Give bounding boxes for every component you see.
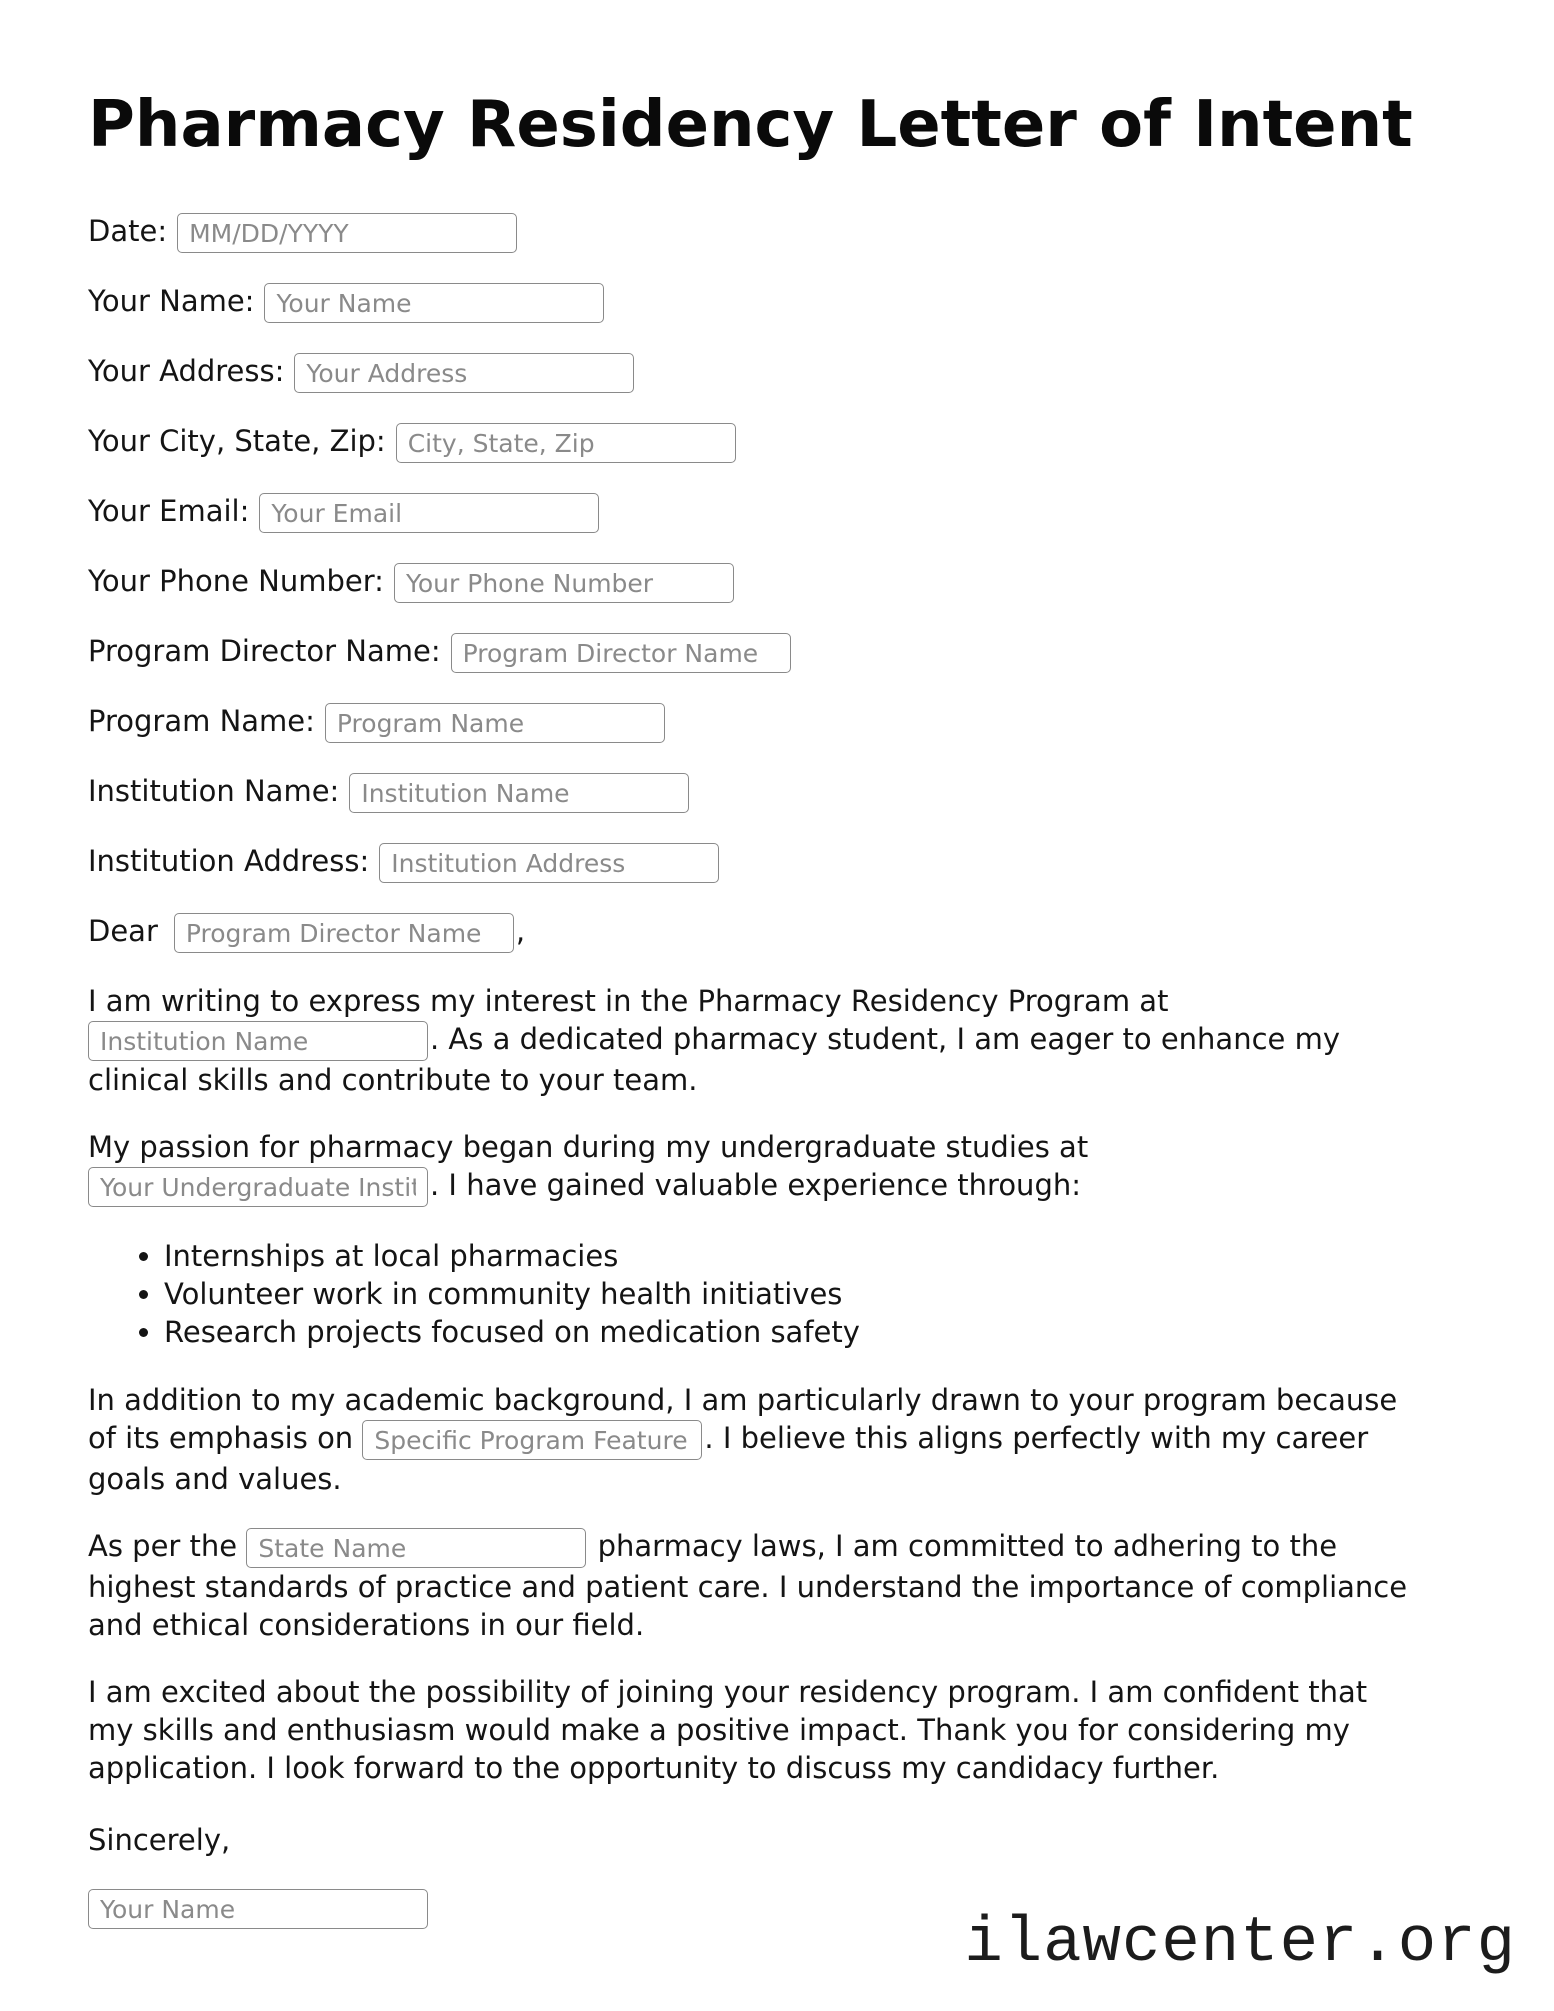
salutation-suffix: , [515,914,526,949]
paragraph-text: I am excited about the possibility of joining your residency program. I am confident that my skills and enthusiasm would make a positive impact. Thank you for considering my application. I look forward to the opportunity to discuss my candidacy further. [88,1675,1368,1786]
contact-fields-section [88,212,1418,883]
paragraph-text: . I believe this aligns perfectly with my career goals and values. [88,1421,1369,1497]
institution-address-input[interactable] [379,843,719,883]
field-label-institution-address: Institution Address: [88,844,370,879]
institution-name-input[interactable] [349,773,689,813]
paragraph-text: As per the [88,1529,247,1564]
field-label-program-director-name: Program Director Name: [88,634,441,669]
state-name-inline-input[interactable] [246,1528,586,1568]
field-row-your-city-state-zip [88,422,1418,463]
letter-body [88,982,1418,1787]
field-label-your-phone-number: Your Phone Number: [88,564,384,599]
paragraph-text: In addition to my academic background, I am particularly drawn to your program because of its emphasis on [88,1383,1398,1456]
program-name-input[interactable] [325,703,665,743]
body-paragraph [88,1128,1418,1207]
field-label-your-city-state-zip: Your City, State, Zip: [88,424,386,459]
list-item: • Internships at local pharmacies [164,1237,1418,1275]
body-paragraph [88,1673,1418,1787]
body-paragraph [88,1527,1418,1644]
paragraph-text: . As a dedicated pharmacy student, I am eager to enhance my clinical skills and contribute to your team. [88,1022,1340,1098]
mm-dd-yyyy-input[interactable] [177,213,517,253]
field-label-your-address: Your Address: [88,354,285,389]
paragraph-text: . I have gained valuable experience through: [430,1168,1081,1203]
paragraph-text: pharmacy laws, I am committed to adhering to the highest standards of practice and patient care. I understand the importance of compliance and ethical considerations in our field. [88,1529,1408,1643]
field-label-date: Date: [88,214,168,249]
specific-program-feature-inline-input[interactable] [362,1420,702,1460]
closing-line: Sincerely, [88,1823,231,1858]
paragraph-text: My passion for pharmacy began during my undergraduate studies at [88,1130,1089,1165]
field-row-institution-address [88,842,1418,883]
experience-list [88,1237,1418,1351]
your-undergraduate-institution-inline-input[interactable] [88,1167,428,1207]
city-state-zip-input[interactable] [396,423,736,463]
your-address-input[interactable] [294,353,634,393]
your-name-input[interactable] [264,283,604,323]
body-paragraph [88,1381,1418,1498]
paragraph-text: I am writing to express my interest in the Pharmacy Residency Program at [88,984,1169,1019]
field-row-your-address [88,352,1418,393]
salutation-prefix: Dear [88,914,158,949]
field-row-program-director-name [88,632,1418,673]
list-item: • Research projects focused on medication safety [164,1313,1418,1351]
your-email-input[interactable] [259,493,599,533]
your-phone-number-input[interactable] [394,563,734,603]
program-director-name-input[interactable] [451,633,791,673]
field-row-your-phone-number [88,562,1418,603]
field-row-your-email [88,492,1418,533]
signature-name-input[interactable] [88,1889,428,1929]
field-row-date [88,212,1418,253]
site-watermark: ilawcenter.org [964,1908,1516,1980]
institution-name-inline-input[interactable] [88,1021,428,1061]
page-title: Pharmacy Residency Letter of Intent [88,88,1413,162]
field-label-your-name: Your Name: [88,284,255,319]
field-row-institution-name [88,772,1418,813]
letter-document [88,0,1418,1929]
field-row-your-name [88,282,1418,323]
field-label-institution-name: Institution Name: [88,774,340,809]
field-label-program-name: Program Name: [88,704,315,739]
body-paragraph [88,982,1418,1099]
field-label-your-email: Your Email: [88,494,250,529]
salutation-program-director-input[interactable] [174,913,514,953]
field-row-program-name [88,702,1418,743]
list-item: • Volunteer work in community health initiatives [164,1275,1418,1313]
salutation-line [88,912,1418,953]
